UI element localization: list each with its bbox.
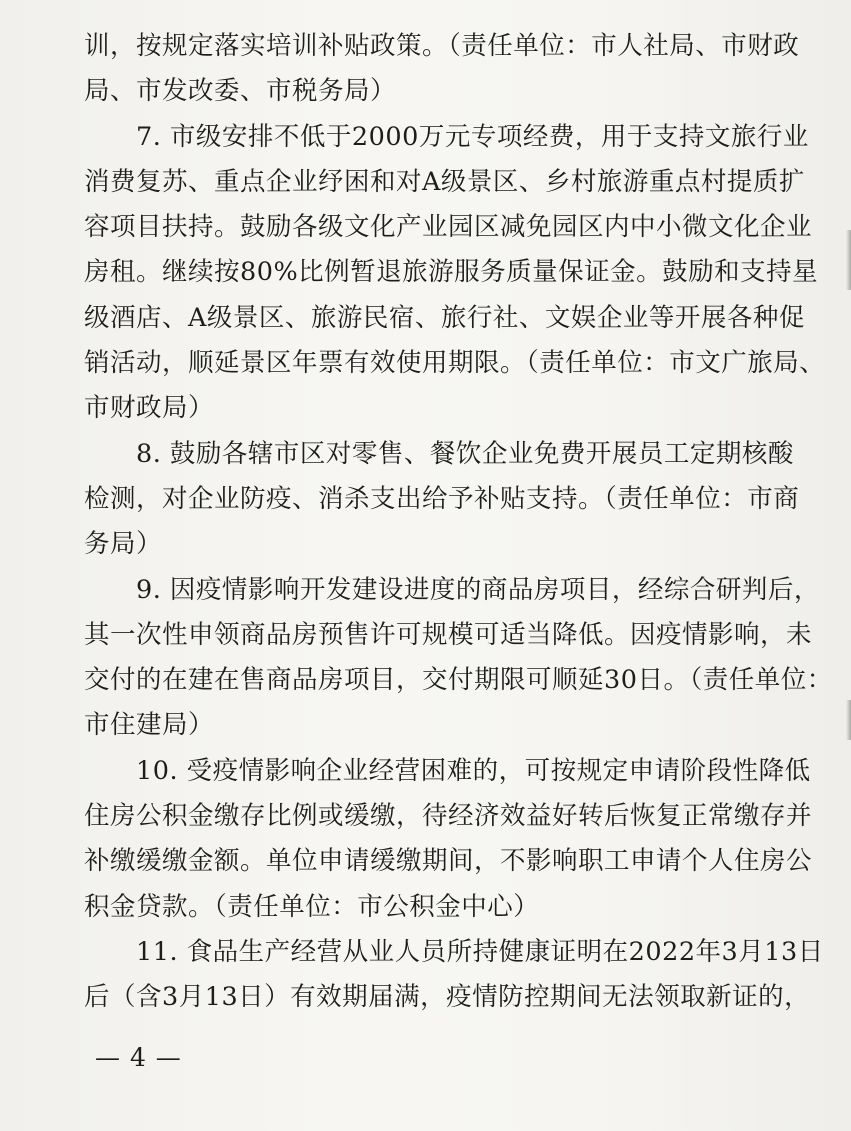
text-line: 房租。继续按80%比例暂退旅游服务质量保证金。鼓励和支持星 bbox=[84, 257, 819, 288]
text-line: 10. 受疫情影响企业经营困难的，可按规定申请阶段性降低 bbox=[136, 755, 811, 786]
text-line: 补缴缓缴金额。单位申请缓缴期间，不影响职工申请个人住房公 bbox=[84, 846, 813, 877]
text-line: 交付的在建在售商品房项目，交付期限可顺延30日。（责任单位： bbox=[84, 665, 833, 696]
text-line: 8. 鼓励各辖市区对零售、餐饮企业免费开展员工定期核酸 bbox=[136, 438, 794, 469]
page-number: — 4 — bbox=[95, 1043, 182, 1072]
text-line: 7. 市级安排不低于2000万元专项经费，用于支持文旅行业 bbox=[136, 121, 809, 152]
text-line: 住房公积金缴存比例或缓缴，待经济效益好转后恢复正常缴存并 bbox=[84, 801, 813, 832]
text-line: 9. 因疫情影响开发建设进度的商品房项目，经综合研判后， bbox=[136, 574, 820, 605]
text-line: 其一次性申领商品房预售许可规模可适当降低。因疫情影响，未 bbox=[84, 619, 813, 650]
text-line: 容项目扶持。鼓励各级文化产业园区减免园区内中小微文化企业 bbox=[84, 212, 813, 243]
paper-edge-shadow bbox=[846, 230, 851, 290]
text-line: 消费复苏、重点企业纾困和对A级景区、乡村旅游重点村提质扩 bbox=[84, 166, 805, 197]
text-line: 积金贷款。（责任单位：市公积金中心） bbox=[84, 891, 540, 922]
paper-edge-shadow bbox=[846, 700, 851, 740]
text-line: 级酒店、A级景区、旅游民宿、旅行社、文娱企业等开展各种促 bbox=[84, 302, 805, 333]
text-line: 务局） bbox=[84, 529, 163, 560]
text-line: 市财政局） bbox=[84, 393, 215, 424]
text-line: 后（含3月13日）有效期届满，疫情防控期间无法领取新证的， bbox=[84, 982, 811, 1013]
text-line: 训，按规定落实培训补贴政策。（责任单位：市人社局、市财政 bbox=[84, 31, 800, 61]
text-line: 市住建局） bbox=[84, 710, 215, 741]
text-line: 11. 食品生产经营从业人员所持健康证明在2022年3月13日 bbox=[136, 936, 824, 967]
text-line: 销活动，顺延景区年票有效使用期限。（责任单位：市文广旅局、 bbox=[84, 348, 826, 379]
document-body bbox=[84, 24, 833, 1021]
text-line: 检测，对企业防疫、消杀支出给予补贴支持。（责任单位：市商 bbox=[84, 483, 800, 514]
text-line: 局、市发改委、市税务局） bbox=[84, 76, 397, 107]
